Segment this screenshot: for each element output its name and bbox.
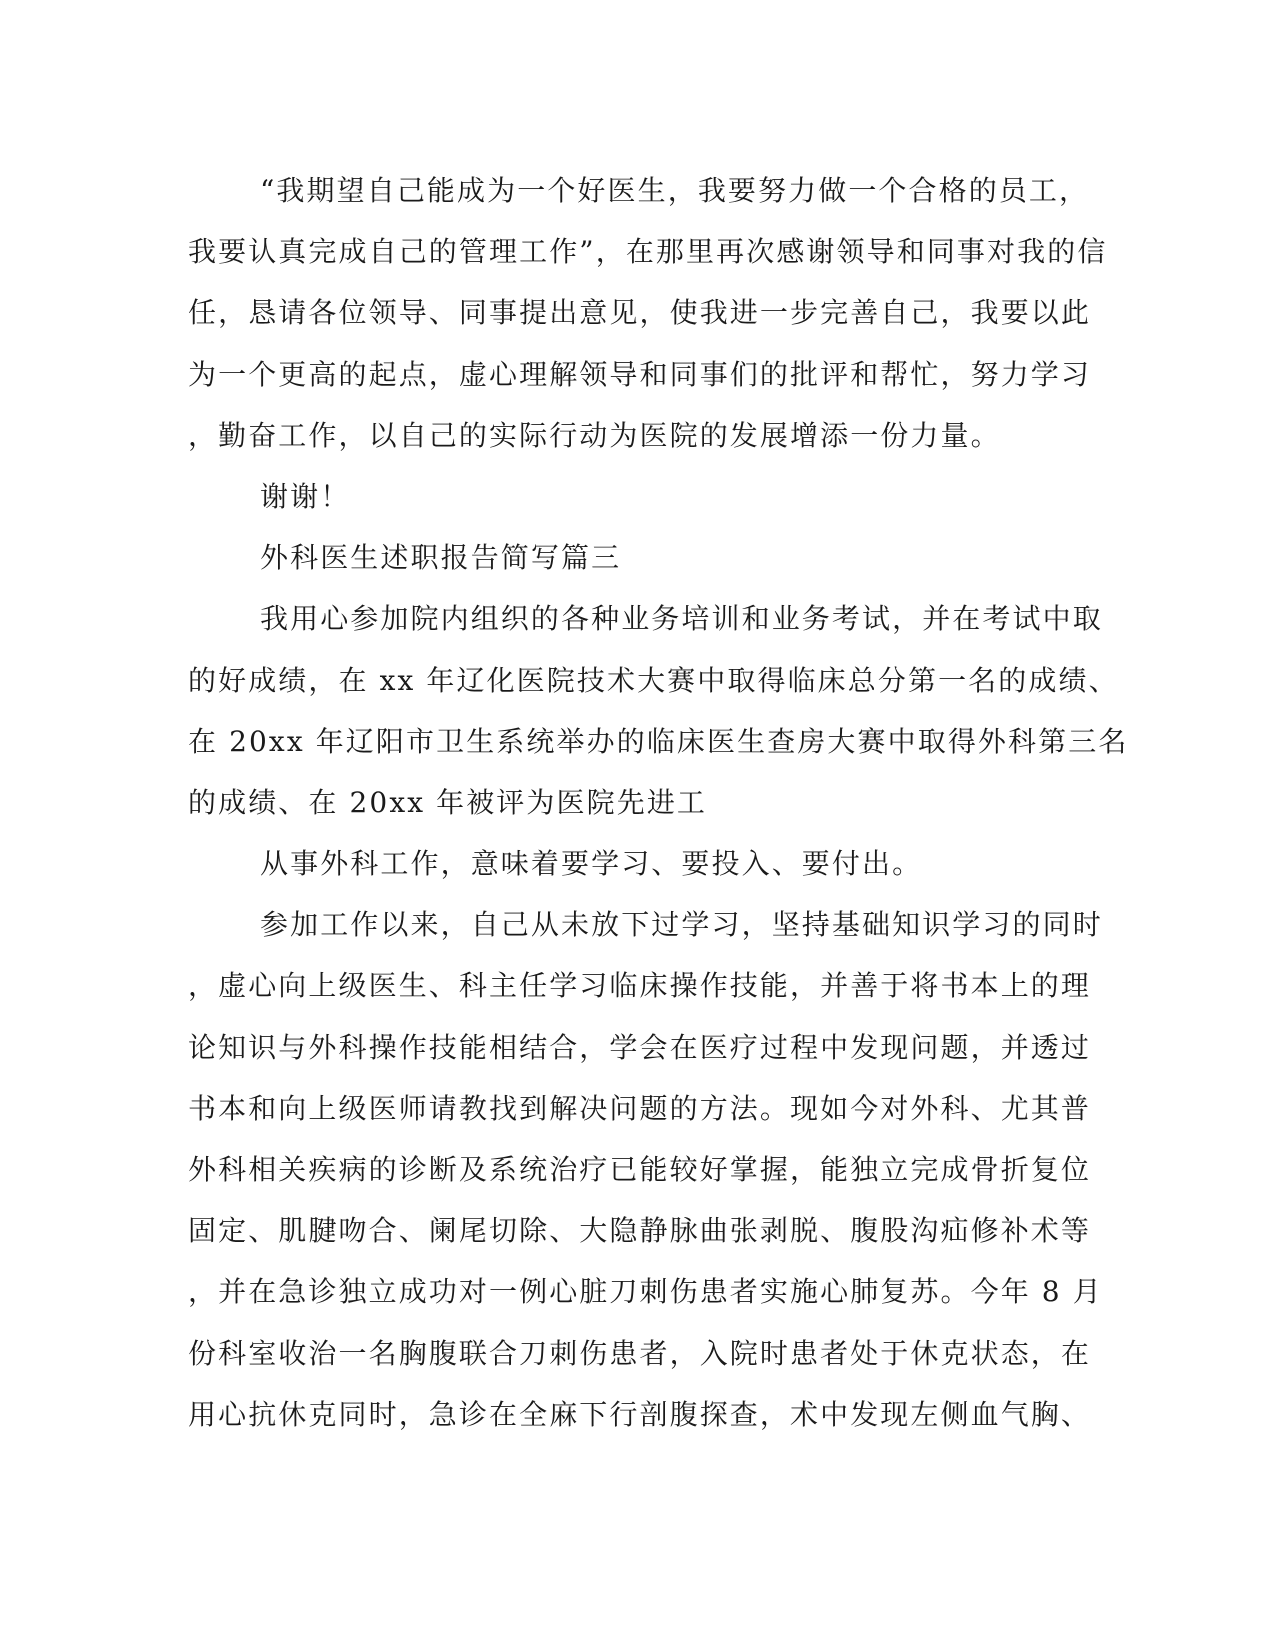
text-line: 在 20xx 年辽阳市卫生系统举办的临床医生查房大赛中取得外科第三名: [188, 724, 1129, 758]
text-line: 的成绩、在 20xx 年被评为医院先进工: [188, 785, 708, 819]
text-line: ，虚心向上级医生、科主任学习临床操作技能，并善于将书本上的理: [188, 969, 1092, 1003]
text-line: 固定、肌腱吻合、阑尾切除、大隐静脉曲张剥脱、腹股沟疝修补术等: [188, 1214, 1092, 1248]
text-line: 用心抗休克同时，急诊在全麻下行剖腹探查，术中发现左侧血气胸、: [188, 1397, 1092, 1431]
text-line: 外科相关疾病的诊断及系统治疗已能较好掌握，能独立完成骨折复位: [188, 1153, 1092, 1186]
text-line: ，勤奋工作，以自己的实际行动为医院的发展增添一份力量。: [188, 418, 1001, 452]
text-line: 的好成绩，在 xx 年辽化医院技术大赛中取得临床总分第一名的成绩、: [188, 663, 1119, 697]
text-line: 论知识与外科操作技能相结合，学会在医疗过程中发现问题，并透过: [188, 1030, 1092, 1064]
text-line: 任，恳请各位领导、同事提出意见，使我进一步完善自己，我要以此: [188, 296, 1092, 330]
text-line: 我用心参加院内组织的各种业务培训和业务考试，并在考试中取: [260, 602, 1103, 636]
text-line: “我期望自己能成为一个好医生，我要努力做一个合格的员工，: [260, 174, 1090, 207]
text-line: 从事外科工作，意味着要学习、要投入、要付出。: [260, 847, 923, 881]
section-heading: 外科医生述职报告简写篇三: [260, 541, 622, 575]
text-line: 谢谢！: [260, 479, 351, 513]
text-line: 为一个更高的起点，虚心理解领导和同事们的批评和帮忙，努力学习: [188, 357, 1092, 391]
text-line: 书本和向上级医师请教找到解决问题的方法。现如今对外科、尤其普: [188, 1091, 1092, 1125]
text-line: ，并在急诊独立成功对一例心脏刀刺伤患者实施心肺复苏。今年 8 月: [188, 1275, 1103, 1309]
text-line: 参加工作以来，自己从未放下过学习，坚持基础知识学习的同时: [260, 908, 1103, 942]
document-body: [188, 160, 1129, 1445]
text-line: 我要认真完成自己的管理工作”，在那里再次感谢领导和同事对我的信: [188, 235, 1108, 269]
text-line: 份科室收治一名胸腹联合刀刺伤患者，入院时患者处于休克状态，在: [188, 1336, 1092, 1370]
